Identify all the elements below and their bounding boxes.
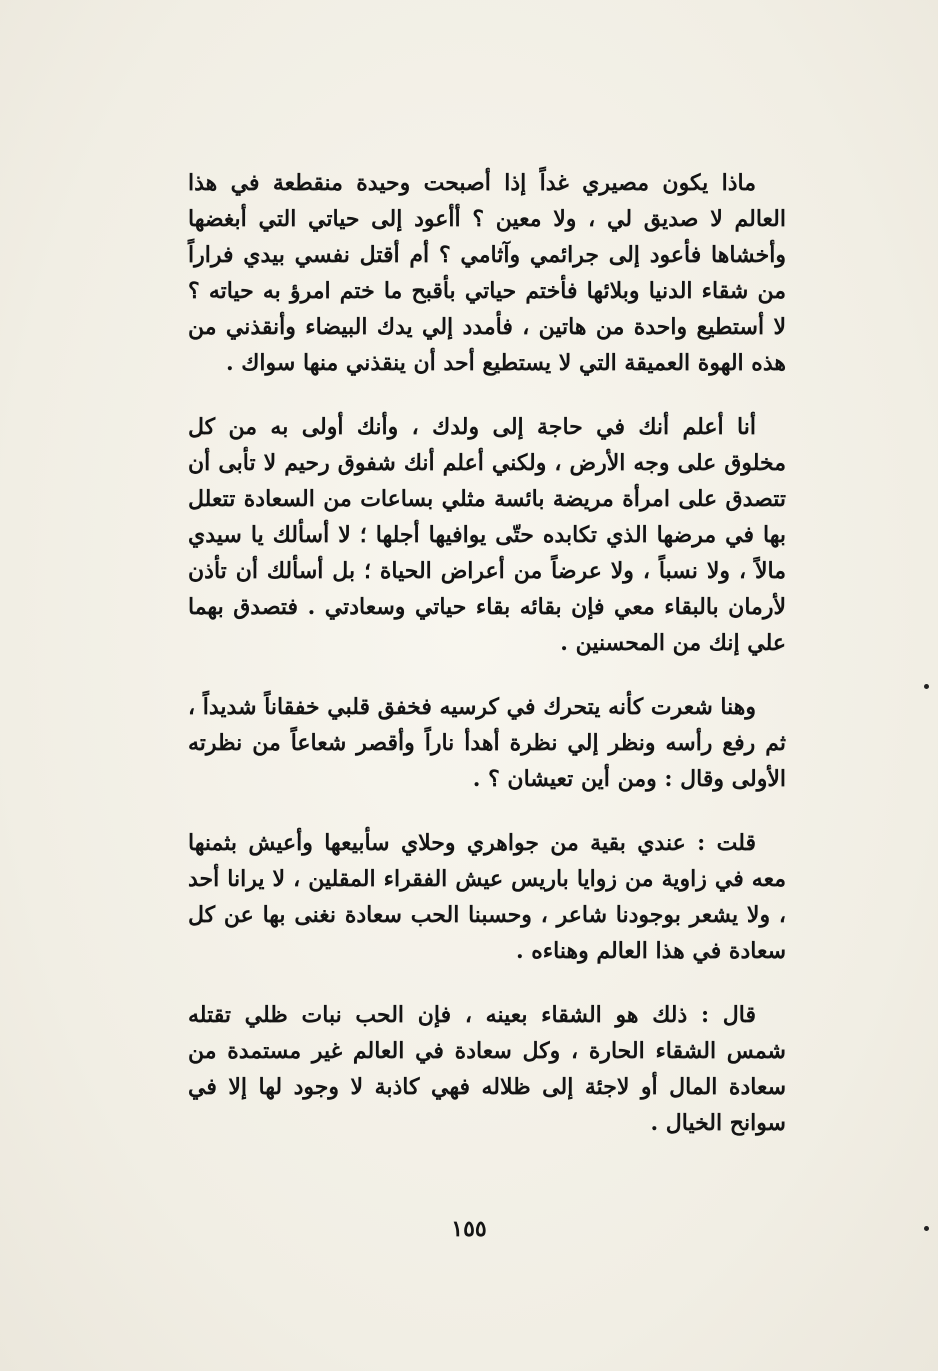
scan-speck-2 [924,1226,929,1231]
scan-speck-1 [924,684,929,689]
page-body [188,165,786,1141]
paragraph-4: قلت : عندي بقية من جواهري وحلاي سأبيعها وأعيش بثمنها معه في زاوية من زوايا باريس عيش الفقراء المقلين ، لا يرانا أحد ، ولا يشعر بوجودنا شاعر ، وحسبنا الحب سعادة نغنى بها عن كل سعادة في هذا العالم وهناءه . [188,830,786,964]
paragraph-1: ماذا يكون مصيري غداً إذا أصبحت وحيدة منقطعة في هذا العالم لا صديق لي ، ولا معين ؟ أأعود إلى حياتي التي أبغضها وأخشاها فأعود إلى جرائمي وآثامي ؟ أم أقتل نفسي بيدي فراراً من شقاء الدنيا وبلائها فأختم حياتي بأقبح ما ختم امرؤ به حياته ؟ لا أستطيع واحدة من هاتين ، فأمدد إلي يدك البيضاء وأنقذني من هذه الهوة العميقة التي لا يستطيع أحد أن ينقذني منها سواك . [188,170,786,376]
page-number: ١٥٥ [451,1216,487,1242]
paragraph-2: أنا أعلم أنك في حاجة إلى ولدك ، وأنك أولى به من كل مخلوق على وجه الأرض ، ولكني أعلم أنك شفوق رحيم لا تأبى أن تتصدق على امرأة مريضة بائسة مثلي بساعات من السعادة تتعلل بها في مرضها الذي تكابده حتّى يوافيها أجلها ؛ لا أسألك يا سيدي مالاً ، ولا نسباً ، ولا عرضاً من أعراض الحياة ؛ بل أسألك أن تأذن لأرمان بالبقاء معي فإن بقائه بقاء حياتي وسعادتي . فتصدق بهما علي إنك من المحسنين . [188,414,786,656]
paragraph-3: وهنا شعرت كأنه يتحرك في كرسيه فخفق قلبي خفقاناً شديداً ، ثم رفع رأسه ونظر إلي نظرة أهدأ ناراً وأقصر شعاعاً من نظرته الأولى وقال : ومن أين تعيشان ؟ . [188,694,786,792]
paragraph-5: قال : ذلك هو الشقاء بعينه ، فإن الحب نبات ظلي تقتله شمس الشقاء الحارة ، وكل سعادة في العالم غير مستمدة من سعادة المال أو لاجئة إلى ظلاله فهي كاذبة لا وجود لها إلا في سوانح الخيال . [188,1002,786,1136]
